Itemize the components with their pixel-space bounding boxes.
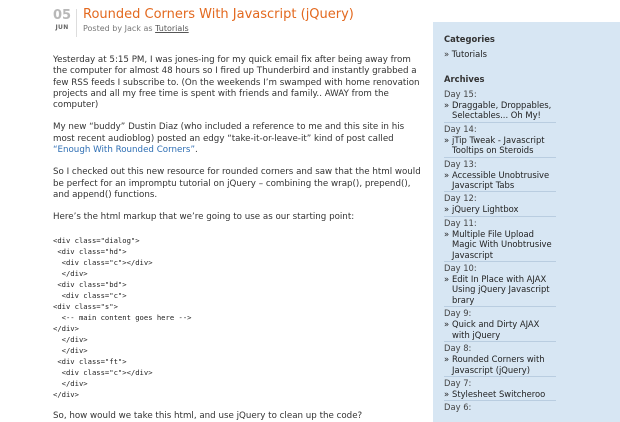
archive-day-label: Day 12: (444, 193, 477, 204)
archive-day-label: Day 11: (444, 217, 477, 228)
archive-item[interactable] (444, 274, 556, 307)
archive-item[interactable] (444, 100, 556, 123)
post-paragraph: So I checked out this new resource for rounded corners and saw that the html would be perfect for an impromptu tutorial on jQuery – combining the wrap(), prepend(), and append() functions. (53, 167, 421, 200)
archive-item[interactable] (444, 135, 556, 158)
archive-day-label: Day 6: (444, 402, 472, 413)
archive-link[interactable]: jQuery Lightbox (452, 204, 519, 215)
post-paragraph: Yesterday at 5:15 PM, I was jones-ing for my quick email fix after being away from the computer for almost 48 hours so I fired up Thunderbird and instantly grabbed a few RSS feeds I subscribe to. (On the weekends I’m swamped with home renovation projects and all my free time is spent with friends and family.. AWAY from the computer) (53, 55, 420, 111)
post-title-link[interactable]: Rounded Corners With Javascript (jQuery) (83, 7, 354, 22)
archive-link[interactable]: Stylesheet Switcheroo (452, 388, 546, 399)
bullet-icon: » (444, 274, 450, 285)
archive-item[interactable] (444, 229, 556, 262)
post-date-month: JUN (55, 24, 69, 31)
post-meta (83, 24, 189, 33)
archive-link[interactable]: jTip Tweak - Javascript Tooltips on Steroids (452, 134, 545, 156)
post-meta-prefix: Posted by Jack as (83, 24, 153, 33)
archives-list (444, 89, 620, 413)
bullet-icon: » (444, 228, 450, 239)
bullet-icon: » (444, 100, 450, 110)
post-date (52, 8, 72, 32)
archive-day-label: Day 7: (444, 377, 472, 388)
archive-day-label: Day 8: (444, 343, 472, 354)
post-paragraph (53, 122, 426, 156)
sidebar (433, 22, 620, 422)
archive-link[interactable]: Rounded Corners with Javascript (jQuery) (452, 354, 545, 375)
code-block: <div class="dialog"> <div class="hd"> <div class="c"></div> </div> <div class="bd"> <div class="c"> <div class="s"> <-- main content goes here --> </div> </div> </div> <div class="ft"> <div class="c"></div> </div> </div> (53, 235, 192, 399)
archive-link[interactable]: Multiple File Upload Magic With Unobtrusive Javascript (452, 228, 552, 260)
archives-heading: Archives (444, 74, 485, 84)
archive-item[interactable] (444, 389, 556, 401)
bullet-icon: » (444, 204, 450, 215)
post-paragraph: So, how would we take this html, and use jQuery to clean up the code? (53, 410, 363, 421)
archive-day-label: Day 13: (444, 158, 477, 169)
archive-link[interactable]: Draggable, Droppables, Selectables... Oh My! (452, 100, 552, 121)
post-content (53, 55, 426, 422)
bullet-icon: » (444, 134, 450, 145)
archive-day-label: Day 15: (444, 89, 477, 99)
archive-link[interactable]: Accessible Unobtrusive Javascript Tabs (452, 169, 550, 191)
archive-day-label: Day 14: (444, 123, 477, 134)
archive-link[interactable]: Edit In Place with AJAX Using jQuery Javascript brary (452, 274, 550, 305)
bullet-icon: » (444, 319, 450, 330)
bullet-icon: » (444, 388, 450, 399)
date-divider (76, 9, 77, 37)
archive-item[interactable] (444, 204, 556, 216)
post-category-link[interactable]: Tutorials (155, 24, 189, 33)
post-paragraph-tail: . (194, 145, 198, 156)
archive-day-label: Day 10: (444, 263, 477, 274)
bullet-icon: » (444, 354, 450, 365)
archive-item[interactable] (444, 170, 556, 193)
enough-rounded-corners-link[interactable]: “Enough With Rounded Corners” (53, 145, 195, 156)
post-date-day: 05 (52, 8, 72, 23)
post-paragraph: Here’s the html markup that we’re going to use as our starting point: (53, 212, 355, 223)
category-link[interactable]: Tutorials (451, 49, 487, 59)
categories-list (444, 49, 620, 60)
archive-item[interactable] (444, 354, 556, 377)
archive-day-label: Day 9: (444, 308, 472, 319)
archive-item[interactable] (444, 319, 556, 342)
post-paragraph-text: My new “buddy” Dustin Diaz (who included a reference to me and this site in his most recent audioblog) posted an edgy “take-it-or-leave-it” kind of post called (53, 122, 405, 144)
categories-heading: Categories (444, 34, 495, 44)
category-item[interactable] (444, 49, 620, 60)
archive-link[interactable]: Quick and Dirty AJAX with jQuery (452, 319, 540, 340)
bullet-icon: » (444, 49, 450, 59)
bullet-icon: » (444, 169, 450, 180)
